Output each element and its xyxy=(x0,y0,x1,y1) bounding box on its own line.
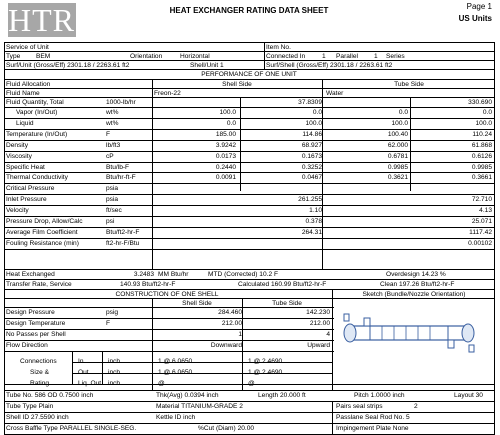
grid-line-h xyxy=(4,51,494,52)
perf-row-unit: ft2-hr-F/Btu xyxy=(106,239,140,247)
overdesign: Overdesign 14.23 % xyxy=(386,271,446,278)
nozzle-direction: Out xyxy=(78,369,89,376)
tube-material: Material TITANIUM-GRADE 2 xyxy=(156,403,243,410)
cross-baffle-type: Cross Baffle Type PARALLEL SINGLE-SEG. xyxy=(6,425,137,432)
construction-tube-value: 4 xyxy=(326,331,330,338)
construction-row-label: Design Pressure xyxy=(6,309,55,316)
perf-tube-in: 0.3621 xyxy=(387,174,408,182)
perf-row-unit: Btu/hr-ft-F xyxy=(106,174,136,182)
type-value: BEM xyxy=(36,53,51,60)
transfer-rate-service: 140.93 Btu/ft2-hr-F xyxy=(120,281,176,288)
connected-parallel: 1 xyxy=(322,53,326,60)
transfer-rate-clean: Clean 197.26 Btu/ft2-hr-F xyxy=(380,281,455,288)
perf-shell-out: 100.0 xyxy=(305,119,322,127)
orientation-value: Horizontal xyxy=(180,53,210,60)
perf-row-label: Average Film Coefficient xyxy=(6,228,78,236)
grid-line-h xyxy=(4,401,494,402)
passlane-seal-rod: Passlane Seal Rod No. 5 xyxy=(336,414,410,421)
pairs-seal-strips-value: 2 xyxy=(414,403,418,410)
perf-shell-out: 114.86 xyxy=(302,130,322,138)
perf-tube-in: 0.0 xyxy=(398,109,408,116)
perf-row-unit: wt% xyxy=(106,109,119,116)
construction-shell-value: 284.460 xyxy=(218,309,242,316)
construction-row-label: Design Temperature xyxy=(6,320,66,327)
perf-tube-in: 0.6781 xyxy=(387,152,408,160)
service-label: Service of Unit xyxy=(6,44,49,51)
parallel-label: Parallel xyxy=(336,53,358,60)
nozzle-tube-value: 1 @ 2.4690 xyxy=(248,358,283,365)
construction-row-unit: psig xyxy=(106,309,119,316)
perf-shell-value: 37.8309 xyxy=(298,99,322,106)
perf-tube-out: 0.9985 xyxy=(471,163,492,171)
perf-row-label: Pressure Drop, Allow/Calc xyxy=(6,218,83,225)
shell-id: Shell ID 27.5590 inch xyxy=(6,414,69,421)
tube-fluid-name: Water xyxy=(326,90,344,97)
perf-shell-in: 0.0173 xyxy=(215,152,236,160)
transfer-rate-label: Transfer Rate, Service xyxy=(6,281,72,288)
perf-row-unit: cP xyxy=(106,152,114,160)
perf-shell-in: 0.0091 xyxy=(215,174,236,182)
perf-row-unit: F xyxy=(106,130,111,138)
perf-row-label: Liquid xyxy=(16,119,34,127)
perf-row-label: Thermal Conductivity xyxy=(6,174,68,182)
construction-row-unit: F xyxy=(106,320,111,327)
perf-row-unit: wt% xyxy=(106,119,119,127)
grid-line-h xyxy=(4,412,494,413)
nozzle-unit: inch xyxy=(108,358,121,365)
perf-row-label: Fouling Resistance (min) xyxy=(6,239,79,247)
fluid-name-label: Fluid Name xyxy=(6,90,40,97)
shell-fluid-name: Freon-22 xyxy=(154,90,181,97)
perf-tube-in: 100.0 xyxy=(391,119,408,127)
perf-tube-out: 0.6126 xyxy=(471,152,492,160)
fluid-allocation-label: Fluid Allocation xyxy=(6,81,51,88)
nozzle-unit: inch xyxy=(108,369,121,376)
connections-label: Connections xyxy=(20,358,57,365)
perf-row-unit: ft/sec xyxy=(106,207,122,215)
heat-exchanged-unit: MM Btu/hr xyxy=(158,271,189,278)
perf-shell-value: 0.378 xyxy=(305,218,322,225)
nozzle-direction: In xyxy=(78,358,84,365)
item-no-label: Item No. xyxy=(266,44,291,51)
grid-line-v xyxy=(102,351,103,384)
surf-unit: Surf/Unit (Gross/Eff) 2301.18 / 2263.61 ft2 xyxy=(6,62,130,69)
grid-line-v xyxy=(332,289,333,390)
tube-length: Length 20.000 ft xyxy=(258,392,306,399)
construction-shell-value: 1 xyxy=(238,331,242,338)
perf-tube-value: 4.13 xyxy=(479,207,492,215)
series-label: Series xyxy=(386,53,405,60)
orientation-label: Orientation xyxy=(130,53,163,60)
perf-row-label: Critical Pressure xyxy=(6,185,55,193)
nozzle-unit: inch xyxy=(108,380,121,387)
construction-tube-value: 212.00 xyxy=(309,320,330,327)
perf-shell-in: 0.0 xyxy=(226,119,236,127)
construction-header: CONSTRUCTION OF ONE SHELL xyxy=(115,291,219,298)
kettle-id: Kettle ID inch xyxy=(156,414,196,421)
heat-exchanged-label: Heat Exchanged xyxy=(6,271,55,278)
construction-tube-value: 142.230 xyxy=(306,309,330,316)
perf-shell-value: 264.31 xyxy=(301,228,322,236)
perf-tube-value: 330.690 xyxy=(468,99,492,106)
grid-line-v xyxy=(322,79,323,269)
construction-tube-side: Tube Side xyxy=(272,300,302,307)
impingement-plate: Impingement Plate None xyxy=(336,425,409,432)
perf-tube-out: 0.3661 xyxy=(471,174,492,182)
page-number: Page 1 xyxy=(466,2,492,11)
tube-no: Tube No. 586 OD 0.7500 inch xyxy=(6,392,94,399)
construction-shell-side: Shell Side xyxy=(182,300,212,307)
grid-line-h xyxy=(4,249,494,250)
perf-row-unit: psia xyxy=(106,196,119,204)
size-label: Size & xyxy=(30,369,50,376)
nozzle-shell-value: 1 @ 6.0650 xyxy=(158,369,193,376)
shell-unit: Shell/Unit 1 xyxy=(190,62,224,69)
perf-shell-in: 185.00 xyxy=(215,130,236,138)
perf-tube-out: 61.868 xyxy=(471,141,492,149)
perf-row-label: Density xyxy=(6,141,28,149)
perf-tube-value: 25.071 xyxy=(471,218,492,225)
shell-side-header: Shell Side xyxy=(222,81,252,88)
grid-line-v xyxy=(72,351,73,384)
htri-logo: HTRI xyxy=(8,2,87,38)
grid-line-v xyxy=(240,107,241,191)
construction-row-label: Flow Direction xyxy=(6,342,48,349)
perf-shell-out: 68.927 xyxy=(301,141,322,149)
mtd-corrected: MTD (Corrected) 10.2 F xyxy=(208,271,278,278)
perf-shell-in: 3.9242 xyxy=(215,141,236,149)
nozzle-shell-value: 1 @ 6.0650 xyxy=(158,358,193,365)
perf-row-label: Velocity xyxy=(6,207,29,215)
construction-row-label: No Passes per Shell xyxy=(6,331,66,338)
perf-row-unit: psi xyxy=(106,218,115,225)
perf-tube-in: 0.9985 xyxy=(387,163,408,171)
bundle-nozzle-sketch xyxy=(336,305,486,363)
perf-row-unit: Btu/ft2-hr-F xyxy=(106,228,140,236)
connected-label: Connected In xyxy=(266,53,306,60)
perf-tube-in: 62.000 xyxy=(387,141,408,149)
heat-exchanged-value: 3.2483 xyxy=(133,271,154,278)
perf-row-label: Fluid Quantity, Total xyxy=(6,99,64,106)
perf-tube-out: 110.24 xyxy=(472,130,492,138)
perf-row-unit: 1000-lb/hr xyxy=(106,99,136,106)
construction-shell-value: Downward xyxy=(210,342,242,349)
nozzle-tube-value: 1 @ 2.4690 xyxy=(248,369,283,376)
perf-row-label: Viscosity xyxy=(6,152,32,160)
tube-side-header: Tube Side xyxy=(394,81,424,88)
sheet-title: HEAT EXCHANGER RATING DATA SHEET xyxy=(169,6,329,15)
grid-line-h xyxy=(4,183,494,184)
perf-row-unit: lb/ft3 xyxy=(106,141,121,149)
nozzle-tube-value: @ xyxy=(248,380,255,387)
perf-shell-out: 0.0 xyxy=(312,109,322,116)
perf-row-label: Inlet Pressure xyxy=(6,196,47,204)
grid-line-h xyxy=(4,351,334,352)
transfer-rate-calculated: Calculated 160.99 Btu/ft2-hr-F xyxy=(238,281,327,288)
pairs-seal-strips-label: Pairs seal strips xyxy=(336,403,383,410)
perf-tube-value: 1117.42 xyxy=(469,228,492,236)
perf-shell-value: 1.10 xyxy=(309,207,322,215)
construction-tube-value: Upward xyxy=(307,342,330,349)
construction-shell-value: 212.00 xyxy=(221,320,242,327)
rating-label: Rating xyxy=(30,380,50,387)
perf-shell-value: 261.255 xyxy=(298,196,322,204)
perf-shell-in: 100.0 xyxy=(219,109,236,116)
units-label: US Units xyxy=(458,14,492,23)
nozzle-direction: Liq. Out xyxy=(78,380,102,387)
connected-series: 1 xyxy=(374,53,378,60)
grid-line-v xyxy=(332,401,333,435)
perf-row-label: Vapor (In/Out) xyxy=(16,109,58,116)
sketch-label: Sketch (Bundle/Nozzle Orientation) xyxy=(362,291,466,298)
perf-row-unit: psia xyxy=(106,185,119,193)
data-sheet xyxy=(2,0,496,435)
surf-shell: Surf/Shell (Gross/Eff) 2301.18 / 2263.61 ft2 xyxy=(266,62,393,69)
perf-tube-out: 100.0 xyxy=(475,119,492,127)
perf-row-label: Temperature (In/Out) xyxy=(6,130,68,138)
type-label: Type xyxy=(6,53,21,60)
nozzle-shell-value: @ xyxy=(158,380,165,387)
perf-tube-value: 0.00102 xyxy=(468,239,492,247)
perf-shell-out: 0.1673 xyxy=(301,152,322,160)
tube-type: Tube Type Plain xyxy=(6,403,54,410)
tube-thickness: Thk(Avg) 0.0394 inch xyxy=(156,392,219,399)
grid-line-v xyxy=(264,42,265,69)
tube-layout: Layout 30 xyxy=(454,392,483,399)
grid-line-v xyxy=(494,42,495,435)
perf-shell-out: 0.0467 xyxy=(301,174,322,182)
percent-cut: %Cut (Diam) 20.00 xyxy=(198,425,255,432)
tube-pitch: Pitch 1.0000 inch xyxy=(354,392,405,399)
perf-shell-in: 0.2440 xyxy=(215,163,236,171)
grid-line-h xyxy=(4,42,494,43)
perf-shell-out: 0.3252 xyxy=(301,163,322,171)
perf-tube-in: 100.40 xyxy=(387,130,408,138)
performance-header: PERFORMANCE OF ONE UNIT xyxy=(201,71,297,78)
perf-row-unit: Btu/lb-F xyxy=(106,163,130,171)
perf-tube-out: 0.0 xyxy=(482,109,492,116)
perf-tube-value: 72.710 xyxy=(471,196,492,204)
perf-row-label: Specific Heat xyxy=(6,163,45,171)
